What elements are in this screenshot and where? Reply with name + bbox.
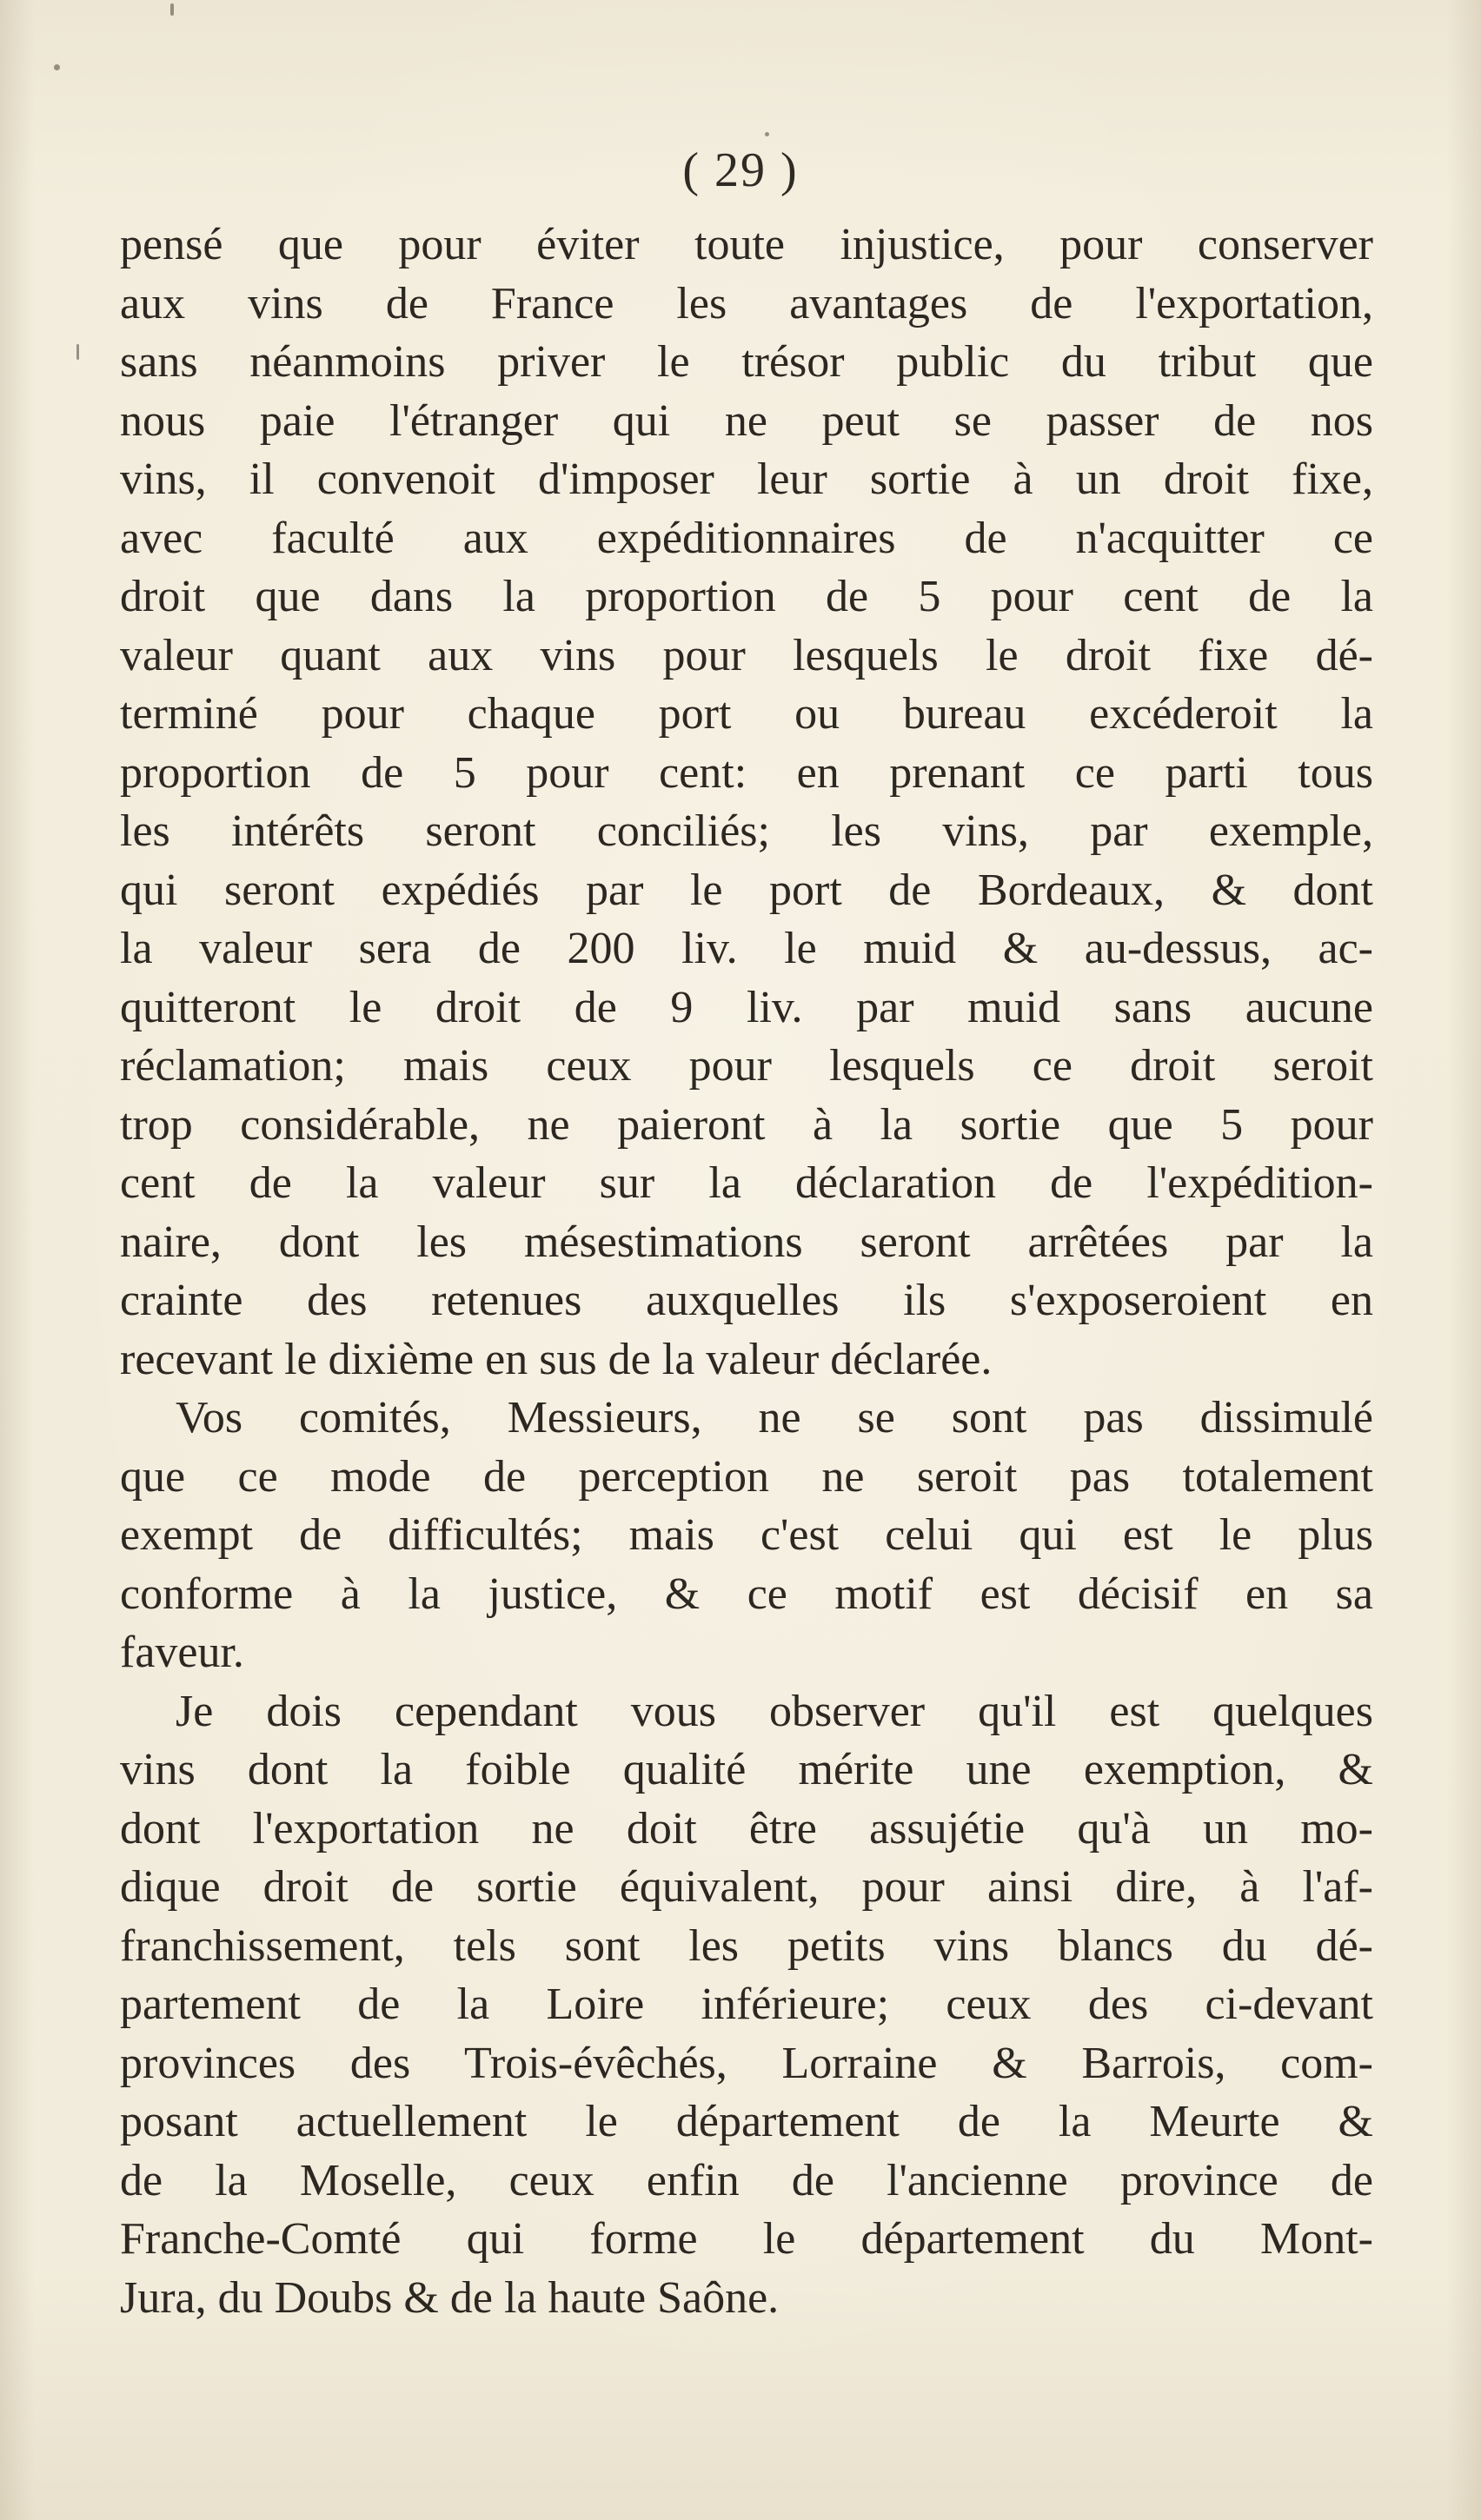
page-left-shadow [0,0,35,2520]
text-line: crainte des retenues auxquelles ils s'exposeroient en [120,1276,1373,1325]
text-line: posant actuellement le département de la Meurte & [120,2097,1373,2146]
text-line: aux vins de France les avantages de l'exportation, [120,278,1373,328]
text-line: trop considérable, ne paieront à la sortie que 5 pour [120,1099,1373,1150]
text-line: Vos comités, Messieurs, ne se sont pas dissimulé [176,1393,1373,1442]
text-line: recevant le dixième en sus de la valeur déclarée. [120,1334,993,1384]
text-line: Jura, du Doubs & de la haute Saône. [120,2272,780,2323]
text-line: partement de la Loire inférieure; ceux des ci-devant [120,1980,1373,2029]
text-line: exempt de difficultés; mais c'est celui qui est le plus [120,1510,1373,1560]
body-text [120,216,1373,2327]
text-line: cent de la valeur sur la déclaration de l'expédition- [120,1158,1373,1208]
text-line: les intérêts seront conciliés; les vins, par exemple, [120,806,1373,856]
text-line: dont l'exportation ne doit être assujétie qu'à un mo- [120,1803,1373,1854]
text-line: pensé que pour éviter toute injustice, pour conserver [120,220,1373,269]
ink-speck [54,64,60,70]
text-line: franchissement, tels sont les petits vins blancs du dé- [120,1920,1373,1971]
text-line: quitteront le droit de 9 liv. par muid sans aucune [120,982,1373,1032]
text-line: de la Moselle, ceux enfin de l'ancienne province de [120,2155,1373,2205]
text-line: provinces des Trois-évêchés, Lorraine & Barrois, com- [120,2038,1373,2088]
text-line: droit que dans la proportion de 5 pour cent de la [120,572,1373,621]
ink-speck [170,3,174,16]
text-line: conforme à la justice, & ce motif est décisif en sa [120,1568,1373,1619]
text-line: naire, dont les mésestimations seront arrêtées par la [120,1217,1373,1267]
text-line: avec faculté aux expéditionnaires de n'acquitter ce [120,513,1373,563]
page-right-shadow [1446,0,1481,2520]
text-line: qui seront expédiés par le port de Bordeaux, & dont [120,865,1373,915]
text-line: proportion de 5 pour cent: en prenant ce parti tous [120,747,1373,798]
text-line: valeur quant aux vins pour lesquels le droit fixe dé- [120,630,1373,680]
text-line: réclamation; mais ceux pour lesquels ce droit seroit [120,1041,1373,1091]
text-line: Franche-Comté qui forme le département du Mont- [120,2214,1373,2264]
ink-speck [765,132,769,136]
page-number: ( 29 ) [682,143,799,197]
text-line: que ce mode de perception ne seroit pas totalement [120,1451,1373,1502]
text-line: faveur. [120,1628,244,1677]
text-line: Je dois cependant vous observer qu'il est quelques [176,1686,1373,1736]
text-line: vins, il convenoit d'imposer leur sortie à un droit fixe, [120,454,1373,504]
text-line: nous paie l'étranger qui ne peut se passer de nos [120,395,1373,446]
ink-speck [76,344,79,360]
text-line: sans néanmoins priver le trésor public du tribut que [120,337,1373,387]
text-line: dique droit de sortie équivalent, pour ainsi dire, à l'af- [120,1862,1373,1912]
text-line: vins dont la foible qualité mérite une exemption, & [120,1745,1373,1794]
text-line: la valeur sera de 200 liv. le muid & au-dessus, ac- [120,924,1373,973]
text-line: terminé pour chaque port ou bureau excéderoit la [120,689,1373,739]
